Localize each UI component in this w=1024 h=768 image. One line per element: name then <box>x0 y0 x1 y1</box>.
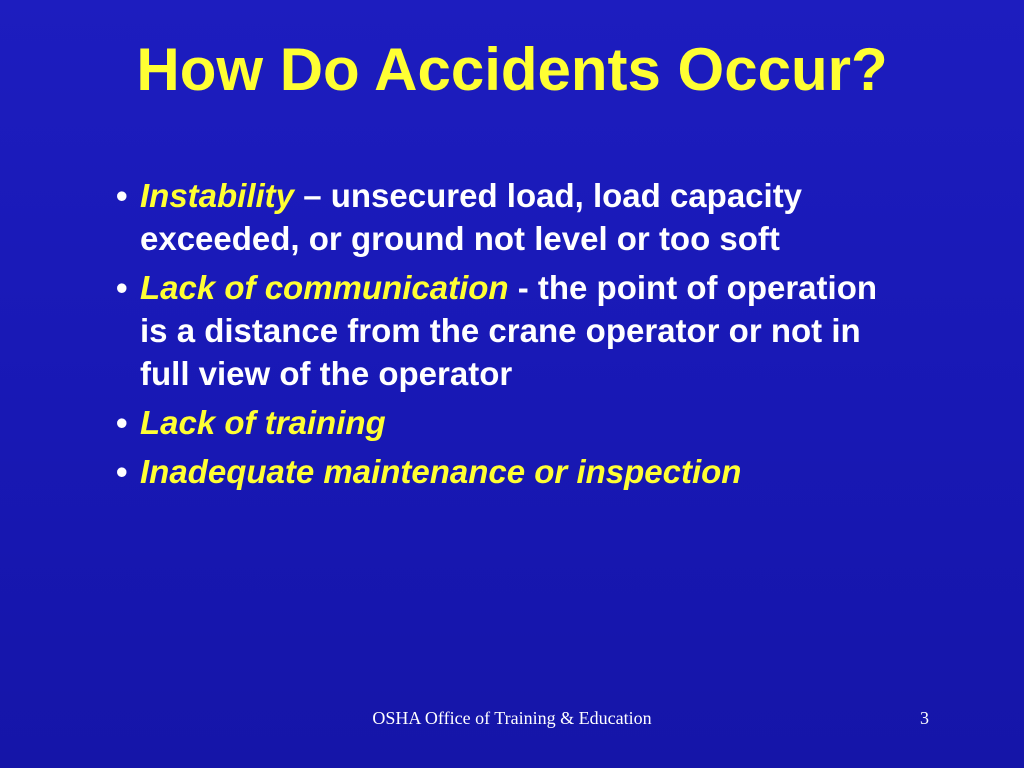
bullet-item-instability <box>112 174 892 260</box>
bullet-icon: • <box>116 269 128 306</box>
bullet-item-communication <box>112 266 892 395</box>
bullet-term: Lack of training <box>140 404 386 441</box>
bullet-text: - the point of operation is a distance from the crane operator or not in full view of the operator <box>140 269 878 392</box>
bullet-icon: • <box>116 453 128 490</box>
bullet-term: Lack of communication <box>140 269 509 306</box>
bullet-list <box>112 174 892 499</box>
bullet-icon: • <box>116 177 128 214</box>
bullet-icon: • <box>116 404 128 441</box>
bullet-term: Inadequate maintenance or inspection <box>140 453 742 490</box>
bullet-item-maintenance <box>112 450 892 493</box>
page-number: 3 <box>920 708 929 728</box>
slide-footer: OSHA Office of Training & Education <box>372 708 652 728</box>
bullet-term: Instability <box>140 177 295 214</box>
slide-title: How Do Accidents Occur? <box>136 36 888 103</box>
bullet-text: – unsecured load, load capacity exceeded, or ground not level or too soft <box>140 177 803 257</box>
bullet-item-training <box>112 401 892 444</box>
